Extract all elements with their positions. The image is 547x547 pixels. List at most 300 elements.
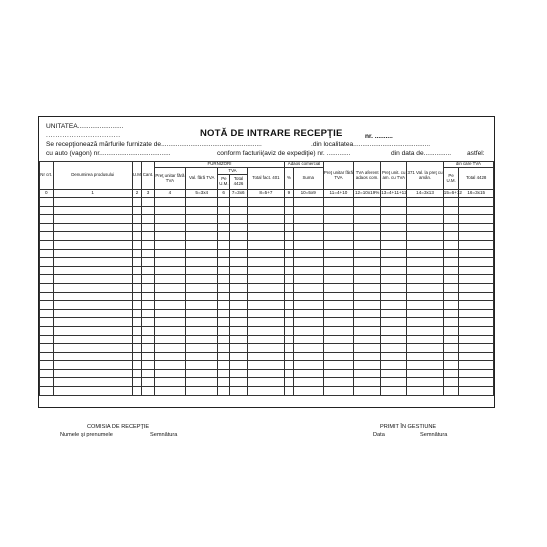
table-cell[interactable] — [132, 198, 141, 207]
table-cell[interactable] — [285, 369, 293, 378]
table-cell[interactable] — [323, 215, 353, 224]
table-cell[interactable] — [132, 266, 141, 275]
table-cell[interactable] — [229, 352, 247, 361]
table-cell[interactable] — [218, 335, 229, 344]
table-cell[interactable] — [186, 361, 218, 370]
table-cell[interactable] — [186, 335, 218, 344]
table-cell[interactable] — [459, 352, 494, 361]
table-cell[interactable] — [381, 266, 407, 275]
table-cell[interactable] — [186, 223, 218, 232]
table-cell[interactable] — [154, 266, 185, 275]
table-cell[interactable] — [381, 232, 407, 241]
table-cell[interactable] — [40, 283, 54, 292]
table-cell[interactable] — [132, 361, 141, 370]
table-cell[interactable] — [186, 249, 218, 258]
table-cell[interactable] — [247, 232, 285, 241]
table-cell[interactable] — [154, 335, 185, 344]
table-cell[interactable] — [132, 292, 141, 301]
table-cell[interactable] — [218, 369, 229, 378]
table-cell[interactable] — [132, 387, 141, 396]
table-cell[interactable] — [142, 249, 155, 258]
table-cell[interactable] — [381, 215, 407, 224]
table-cell[interactable] — [186, 318, 218, 327]
table-cell[interactable] — [132, 232, 141, 241]
table-cell[interactable] — [354, 215, 381, 224]
vehicle-number-field[interactable]: cu auto (vagon) nr....................................... — [46, 150, 171, 157]
table-cell[interactable] — [381, 378, 407, 387]
table-cell[interactable] — [285, 206, 293, 215]
table-cell[interactable] — [354, 335, 381, 344]
table-cell[interactable] — [229, 387, 247, 396]
table-cell[interactable] — [154, 206, 185, 215]
locality-field[interactable]: .din localitatea.......................................... — [311, 141, 431, 148]
table-cell[interactable] — [53, 206, 132, 215]
table-cell[interactable] — [293, 335, 323, 344]
table-cell[interactable] — [186, 326, 218, 335]
table-cell[interactable] — [285, 198, 293, 207]
table-cell[interactable] — [459, 223, 494, 232]
table-cell[interactable] — [40, 198, 54, 207]
table-cell[interactable] — [247, 361, 285, 370]
table-cell[interactable] — [285, 361, 293, 370]
table-cell[interactable] — [354, 309, 381, 318]
table-cell[interactable] — [247, 387, 285, 396]
table-cell[interactable] — [381, 301, 407, 310]
table-cell[interactable] — [40, 223, 54, 232]
table-cell[interactable] — [142, 369, 155, 378]
table-cell[interactable] — [154, 361, 185, 370]
table-cell[interactable] — [218, 223, 229, 232]
table-cell[interactable] — [407, 223, 444, 232]
table-cell[interactable] — [186, 352, 218, 361]
table-cell[interactable] — [132, 344, 141, 353]
table-cell[interactable] — [459, 326, 494, 335]
table-cell[interactable] — [381, 198, 407, 207]
table-cell[interactable] — [323, 387, 353, 396]
table-cell[interactable] — [53, 335, 132, 344]
table-cell[interactable] — [381, 309, 407, 318]
table-cell[interactable] — [443, 326, 459, 335]
table-cell[interactable] — [186, 198, 218, 207]
table-cell[interactable] — [293, 378, 323, 387]
table-cell[interactable] — [459, 206, 494, 215]
table-cell[interactable] — [459, 215, 494, 224]
table-cell[interactable] — [142, 326, 155, 335]
table-cell[interactable] — [40, 318, 54, 327]
table-cell[interactable] — [285, 215, 293, 224]
table-cell[interactable] — [229, 206, 247, 215]
table-cell[interactable] — [218, 318, 229, 327]
table-cell[interactable] — [407, 387, 444, 396]
table-cell[interactable] — [53, 292, 132, 301]
table-cell[interactable] — [154, 275, 185, 284]
table-cell[interactable] — [443, 258, 459, 267]
table-cell[interactable] — [40, 232, 54, 241]
table-cell[interactable] — [53, 283, 132, 292]
table-cell[interactable] — [218, 344, 229, 353]
table-cell[interactable] — [229, 215, 247, 224]
table-cell[interactable] — [285, 258, 293, 267]
table-cell[interactable] — [218, 258, 229, 267]
table-cell[interactable] — [142, 301, 155, 310]
table-cell[interactable] — [354, 198, 381, 207]
table-cell[interactable] — [53, 387, 132, 396]
table-cell[interactable] — [186, 275, 218, 284]
table-cell[interactable] — [186, 292, 218, 301]
table-cell[interactable] — [459, 387, 494, 396]
table-cell[interactable] — [293, 318, 323, 327]
table-cell[interactable] — [142, 352, 155, 361]
table-cell[interactable] — [354, 344, 381, 353]
table-cell[interactable] — [186, 309, 218, 318]
table-cell[interactable] — [323, 223, 353, 232]
table-cell[interactable] — [407, 266, 444, 275]
table-cell[interactable] — [381, 352, 407, 361]
table-cell[interactable] — [154, 352, 185, 361]
table-cell[interactable] — [293, 326, 323, 335]
table-cell[interactable] — [381, 223, 407, 232]
table-cell[interactable] — [132, 309, 141, 318]
table-cell[interactable] — [218, 266, 229, 275]
table-cell[interactable] — [459, 335, 494, 344]
unit-field-second-line[interactable]: ................................ — [46, 132, 121, 139]
table-cell[interactable] — [132, 326, 141, 335]
table-cell[interactable] — [218, 361, 229, 370]
table-cell[interactable] — [132, 215, 141, 224]
table-cell[interactable] — [40, 369, 54, 378]
table-cell[interactable] — [186, 206, 218, 215]
table-cell[interactable] — [40, 344, 54, 353]
table-cell[interactable] — [354, 318, 381, 327]
table-cell[interactable] — [354, 283, 381, 292]
table-cell[interactable] — [285, 292, 293, 301]
table-cell[interactable] — [154, 223, 185, 232]
table-cell[interactable] — [285, 266, 293, 275]
table-cell[interactable] — [142, 344, 155, 353]
table-cell[interactable] — [323, 301, 353, 310]
table-cell[interactable] — [229, 378, 247, 387]
table-cell[interactable] — [293, 240, 323, 249]
table-cell[interactable] — [132, 318, 141, 327]
table-cell[interactable] — [40, 206, 54, 215]
table-cell[interactable] — [247, 258, 285, 267]
table-cell[interactable] — [354, 232, 381, 241]
table-cell[interactable] — [459, 292, 494, 301]
table-cell[interactable] — [229, 292, 247, 301]
table-cell[interactable] — [154, 258, 185, 267]
table-cell[interactable] — [229, 232, 247, 241]
table-cell[interactable] — [247, 352, 285, 361]
table-cell[interactable] — [229, 335, 247, 344]
table-cell[interactable] — [218, 309, 229, 318]
table-cell[interactable] — [154, 215, 185, 224]
table-cell[interactable] — [293, 223, 323, 232]
table-cell[interactable] — [53, 232, 132, 241]
table-cell[interactable] — [443, 318, 459, 327]
table-cell[interactable] — [142, 240, 155, 249]
table-cell[interactable] — [53, 301, 132, 310]
table-cell[interactable] — [443, 240, 459, 249]
table-cell[interactable] — [323, 240, 353, 249]
table-cell[interactable] — [354, 275, 381, 284]
table-cell[interactable] — [354, 292, 381, 301]
table-cell[interactable] — [142, 335, 155, 344]
table-cell[interactable] — [459, 266, 494, 275]
table-cell[interactable] — [142, 378, 155, 387]
table-cell[interactable] — [218, 198, 229, 207]
table-cell[interactable] — [443, 283, 459, 292]
table-cell[interactable] — [218, 206, 229, 215]
table-cell[interactable] — [323, 249, 353, 258]
table-cell[interactable] — [285, 249, 293, 258]
table-cell[interactable] — [443, 275, 459, 284]
table-cell[interactable] — [186, 378, 218, 387]
table-cell[interactable] — [229, 344, 247, 353]
table-cell[interactable] — [154, 301, 185, 310]
table-cell[interactable] — [218, 378, 229, 387]
table-cell[interactable] — [459, 309, 494, 318]
table-cell[interactable] — [407, 292, 444, 301]
table-cell[interactable] — [285, 378, 293, 387]
table-cell[interactable] — [285, 301, 293, 310]
table-cell[interactable] — [381, 335, 407, 344]
supplier-field[interactable]: Se recepţionează mărfurile furnizate de....................................................... — [46, 141, 262, 148]
table-cell[interactable] — [459, 318, 494, 327]
table-cell[interactable] — [443, 344, 459, 353]
table-cell[interactable] — [40, 266, 54, 275]
table-cell[interactable] — [247, 344, 285, 353]
table-cell[interactable] — [154, 309, 185, 318]
table-cell[interactable] — [229, 369, 247, 378]
table-cell[interactable] — [354, 352, 381, 361]
table-cell[interactable] — [186, 215, 218, 224]
table-cell[interactable] — [293, 206, 323, 215]
table-cell[interactable] — [285, 223, 293, 232]
table-cell[interactable] — [142, 283, 155, 292]
unit-field[interactable]: UNITATEA......................... — [46, 123, 124, 130]
table-cell[interactable] — [407, 198, 444, 207]
table-cell[interactable] — [407, 352, 444, 361]
table-cell[interactable] — [381, 258, 407, 267]
table-cell[interactable] — [407, 258, 444, 267]
table-cell[interactable] — [132, 369, 141, 378]
table-cell[interactable] — [53, 240, 132, 249]
table-cell[interactable] — [142, 198, 155, 207]
table-cell[interactable] — [247, 335, 285, 344]
table-cell[interactable] — [459, 283, 494, 292]
table-cell[interactable] — [443, 292, 459, 301]
table-cell[interactable] — [229, 198, 247, 207]
table-cell[interactable] — [247, 275, 285, 284]
table-cell[interactable] — [443, 198, 459, 207]
table-cell[interactable] — [154, 369, 185, 378]
table-cell[interactable] — [40, 301, 54, 310]
table-cell[interactable] — [381, 292, 407, 301]
table-cell[interactable] — [459, 232, 494, 241]
table-cell[interactable] — [407, 361, 444, 370]
table-cell[interactable] — [354, 387, 381, 396]
table-cell[interactable] — [323, 326, 353, 335]
table-cell[interactable] — [132, 258, 141, 267]
table-cell[interactable] — [132, 223, 141, 232]
table-cell[interactable] — [40, 240, 54, 249]
table-cell[interactable] — [53, 215, 132, 224]
table-cell[interactable] — [186, 266, 218, 275]
table-cell[interactable] — [407, 206, 444, 215]
table-cell[interactable] — [285, 240, 293, 249]
table-cell[interactable] — [293, 249, 323, 258]
table-cell[interactable] — [132, 249, 141, 258]
table-cell[interactable] — [443, 206, 459, 215]
table-cell[interactable] — [218, 249, 229, 258]
table-cell[interactable] — [142, 232, 155, 241]
table-cell[interactable] — [154, 240, 185, 249]
table-cell[interactable] — [323, 352, 353, 361]
table-cell[interactable] — [247, 292, 285, 301]
table-cell[interactable] — [354, 258, 381, 267]
table-cell[interactable] — [293, 361, 323, 370]
table-cell[interactable] — [40, 352, 54, 361]
table-cell[interactable] — [459, 361, 494, 370]
table-cell[interactable] — [293, 387, 323, 396]
table-cell[interactable] — [407, 369, 444, 378]
table-cell[interactable] — [132, 283, 141, 292]
table-cell[interactable] — [132, 206, 141, 215]
table-cell[interactable] — [132, 352, 141, 361]
table-cell[interactable] — [53, 275, 132, 284]
table-cell[interactable] — [247, 223, 285, 232]
table-cell[interactable] — [154, 292, 185, 301]
table-cell[interactable] — [293, 369, 323, 378]
table-cell[interactable] — [40, 258, 54, 267]
table-cell[interactable] — [459, 249, 494, 258]
table-cell[interactable] — [285, 344, 293, 353]
table-cell[interactable] — [154, 344, 185, 353]
table-cell[interactable] — [459, 198, 494, 207]
table-cell[interactable] — [293, 232, 323, 241]
table-cell[interactable] — [132, 378, 141, 387]
table-cell[interactable] — [407, 309, 444, 318]
table-cell[interactable] — [407, 283, 444, 292]
table-cell[interactable] — [53, 369, 132, 378]
table-cell[interactable] — [53, 249, 132, 258]
table-cell[interactable] — [186, 283, 218, 292]
table-cell[interactable] — [53, 223, 132, 232]
table-cell[interactable] — [285, 232, 293, 241]
table-cell[interactable] — [229, 309, 247, 318]
table-cell[interactable] — [53, 361, 132, 370]
table-cell[interactable] — [285, 275, 293, 284]
table-cell[interactable] — [293, 215, 323, 224]
table-cell[interactable] — [154, 249, 185, 258]
table-cell[interactable] — [381, 369, 407, 378]
table-cell[interactable] — [381, 240, 407, 249]
table-cell[interactable] — [354, 369, 381, 378]
table-cell[interactable] — [381, 318, 407, 327]
table-cell[interactable] — [247, 309, 285, 318]
table-cell[interactable] — [443, 378, 459, 387]
table-cell[interactable] — [40, 292, 54, 301]
table-cell[interactable] — [407, 215, 444, 224]
table-cell[interactable] — [40, 326, 54, 335]
table-cell[interactable] — [354, 206, 381, 215]
table-cell[interactable] — [323, 309, 353, 318]
table-cell[interactable] — [323, 335, 353, 344]
table-cell[interactable] — [381, 249, 407, 258]
table-cell[interactable] — [53, 198, 132, 207]
table-cell[interactable] — [443, 352, 459, 361]
table-cell[interactable] — [323, 369, 353, 378]
table-cell[interactable] — [293, 352, 323, 361]
table-cell[interactable] — [381, 387, 407, 396]
table-cell[interactable] — [293, 266, 323, 275]
table-cell[interactable] — [154, 318, 185, 327]
table-cell[interactable] — [247, 378, 285, 387]
table-cell[interactable] — [154, 283, 185, 292]
table-cell[interactable] — [354, 361, 381, 370]
table-cell[interactable] — [407, 326, 444, 335]
table-cell[interactable] — [229, 301, 247, 310]
table-cell[interactable] — [285, 326, 293, 335]
table-cell[interactable] — [218, 292, 229, 301]
table-cell[interactable] — [229, 266, 247, 275]
table-cell[interactable] — [381, 206, 407, 215]
table-cell[interactable] — [285, 283, 293, 292]
table-cell[interactable] — [229, 249, 247, 258]
table-cell[interactable] — [443, 249, 459, 258]
table-cell[interactable] — [229, 361, 247, 370]
table-cell[interactable] — [186, 240, 218, 249]
table-cell[interactable] — [229, 223, 247, 232]
invoice-date-field[interactable]: din data de............... — [391, 150, 452, 157]
table-cell[interactable] — [407, 318, 444, 327]
table-cell[interactable] — [323, 258, 353, 267]
table-cell[interactable] — [354, 223, 381, 232]
table-cell[interactable] — [154, 198, 185, 207]
table-cell[interactable] — [247, 326, 285, 335]
table-cell[interactable] — [407, 249, 444, 258]
table-cell[interactable] — [354, 378, 381, 387]
table-cell[interactable] — [381, 326, 407, 335]
table-cell[interactable] — [443, 387, 459, 396]
table-cell[interactable] — [218, 240, 229, 249]
table-cell[interactable] — [407, 301, 444, 310]
table-cell[interactable] — [443, 301, 459, 310]
table-cell[interactable] — [443, 232, 459, 241]
table-cell[interactable] — [323, 344, 353, 353]
table-cell[interactable] — [323, 361, 353, 370]
table-cell[interactable] — [53, 318, 132, 327]
table-cell[interactable] — [53, 378, 132, 387]
table-cell[interactable] — [142, 292, 155, 301]
table-cell[interactable] — [323, 292, 353, 301]
table-cell[interactable] — [381, 361, 407, 370]
table-cell[interactable] — [53, 352, 132, 361]
table-cell[interactable] — [132, 240, 141, 249]
table-cell[interactable] — [154, 326, 185, 335]
table-cell[interactable] — [407, 378, 444, 387]
table-cell[interactable] — [218, 275, 229, 284]
table-cell[interactable] — [443, 223, 459, 232]
table-cell[interactable] — [40, 309, 54, 318]
table-cell[interactable] — [247, 198, 285, 207]
table-cell[interactable] — [323, 206, 353, 215]
table-cell[interactable] — [142, 361, 155, 370]
table-cell[interactable] — [407, 240, 444, 249]
table-cell[interactable] — [354, 326, 381, 335]
table-cell[interactable] — [459, 369, 494, 378]
table-cell[interactable] — [40, 378, 54, 387]
